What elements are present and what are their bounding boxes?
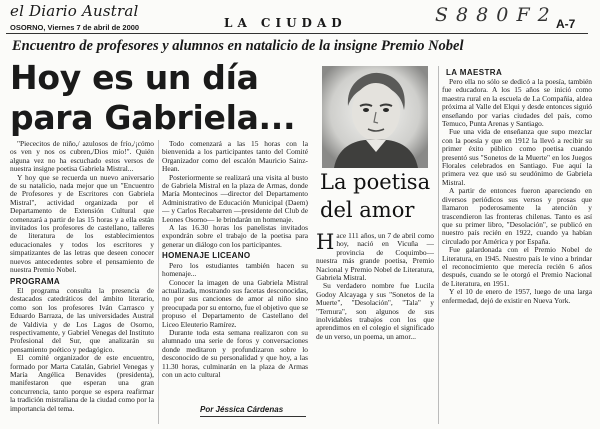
paragraph: A las 16.30 horas los panelistas invitados expondrán sobre el trabajo de la poetisa para generar un diálogo con los participantes. bbox=[162, 223, 308, 249]
gabriela-mistral-portrait bbox=[322, 66, 428, 168]
article-column-2 bbox=[162, 140, 308, 400]
paragraph: Durante toda esta semana realizaron con su alumnado una serie de foros y conversaciones donde meditaron y profundizaron sobre lo desconocido de su personalidad y que hoy, a las 11.30 horas, culminarán en la plaza de Armas con un acto cultural bbox=[162, 327, 308, 379]
masthead bbox=[4, 2, 596, 34]
paragraph: Fue galardonada con el Premio Nobel de Literatura, en 1945. Nuestro país le vino a brindar el reconocimiento que merecía recién 6 años después, cuando se le otorgó el Premio Nacional de Literatura, en 1951. bbox=[442, 245, 592, 288]
feature-column bbox=[316, 232, 434, 424]
paragraph: El programa consulta la presencia de destacados catedráticos del ámbito literario, como son los profesores Iván Carrasco y Eduardo Barraza, de las universidades Austral de Valdivia y de Los Lagos de Osorno, respectivamente, y Gabriel Venegas del Instituto Profesional del Sur, que analizarán su pensamiento poético y pedagógico. bbox=[10, 285, 154, 354]
byline-underline bbox=[200, 416, 306, 417]
feature-title bbox=[320, 168, 440, 224]
paragraph-text: ace 111 años, un 7 de abril como hoy, nació en Vicuña —provincia de Coquimbo— nuestra más grande poetisa, Premio Nacional y Premio Nobel de Literatura, Gabriela Mistral. bbox=[316, 232, 434, 283]
paragraph: El comité organizador de este encuentro, formado por Marta Catalán, Gabriel Venegas y María Angélica Benavides (presidenta), manifestaron que esperan una gran concurrencia, tanto porque se espera reafirmar la tradición mistraliana de la ciudad como por la importancia del tema. bbox=[10, 353, 154, 413]
paragraph: A partir de entonces fueron apareciendo en diversos periódicos sus versos y prosas que llamaron poderosamente la atención y trascendieron las fronteras chilenas. Tanto es así que su primer libro, "Desolación", se publicó en nuestro país recién en 1922, cuando ya habían circulado por América y por España. bbox=[442, 186, 592, 246]
paragraph: Fue una vida de enseñanza que supo mezclar con la poesía y que en 1912 la llevó a recibir su primer éxito público como poetisa cuando presentó sus "Sonetos de la Muerte" en los Juegos Florales celebrados en Santiago. Fue aquí la primera vez que usó su seudónimo de Gabriela Mistral. bbox=[442, 127, 592, 187]
article-headline bbox=[10, 58, 320, 138]
portrait-photo bbox=[322, 66, 428, 168]
byline: Por Jéssica Cárdenas bbox=[200, 405, 284, 414]
page-number: A-7 bbox=[556, 17, 576, 31]
paragraph: Pero los estudiantes también hacen su homenaje... bbox=[162, 260, 308, 279]
newspaper-logo: el Diario Austral bbox=[10, 2, 139, 20]
masthead-divider bbox=[6, 33, 588, 34]
paragraph: Conocer la imagen de una Gabriela Mistral actualizada, mostrando sus facetas desconocidas, no por sus canciones de amor al niño sino preocupada por su entorno, fue el objetivo que se propuso el Departamento de Castellano del Liceo Eleuterio Ramírez. bbox=[162, 277, 308, 329]
subhead-homenaje: HOMENAJE LICEANO bbox=[162, 251, 251, 261]
column-divider bbox=[158, 140, 159, 424]
paragraph: Y el 10 de enero de 1957, luego de una larga enfermedad, dejó de existir en Nueva York. bbox=[442, 287, 592, 305]
archive-stamp: S 8 8 0 F 2 bbox=[435, 4, 551, 26]
headline-line-1: Hoy es un día bbox=[10, 58, 259, 97]
subhead-programa: PROGRAMA bbox=[10, 276, 60, 286]
paragraph: Pero ella no sólo se dedicó a la poesía, también fue educadora. A los 15 años se inició como maestra rural en la escuela de La Compañía, aldea próxima al Valle del Elqui y desde entonces siguió enseñando por varias ciudades del país, como Temuco, Punta Arenas y Santiago. bbox=[442, 78, 592, 129]
paragraph bbox=[316, 232, 434, 282]
feature-title-line-1: La poetisa bbox=[320, 170, 431, 194]
paragraph: Y hoy que se recuerda un nuevo aniversario de su natalicio, nada mejor que un "Encuentro de Profesores y de Escritores con Gabriela Mistral", actividad organizada por el Departamento de Extensión Cultural que comenzará a partir de las 15 horas y a ella están invitados los profesores de castellano, talleres de literatura de los establecimientos educacionales y todos los escritores y simpatizantes de las letras que deseen conocer nuevos antecedentes sobre el pensamiento de nuestra Premio Nobel. bbox=[10, 172, 154, 275]
section-name: LA CIUDAD bbox=[224, 16, 347, 30]
paragraph: Su verdadero nombre fue Lucila Godoy Alcayaga y sus "Sonetos de la Muerte", "Desolación", "Tala" y "Ternura", son algunos de sus inolvidables trabajos con los que aprendimos en el colegio el significado de un verso, un poema, un amor... bbox=[316, 281, 434, 341]
paragraph: Todo comenzará a las 15 horas con la bienvenida a los participantes tanto del Comité Organizador como del escalón Mauricio Sainz-Hean. bbox=[162, 140, 308, 174]
sidebar-column bbox=[442, 78, 592, 426]
headline-line-2: para Gabriela... bbox=[10, 98, 296, 137]
feature-title-line-2: del amor bbox=[320, 198, 415, 222]
paragraph: Posteriormente se realizará una visita al busto de Gabriela Mistral en la plaza de Armas, donde María Montecinos —director del Departamento Administrativo de Educación Municipal (Daem)— y Carlos Recabarren —presidente del Club de Leones Osorno— le brindarán un homenaje. bbox=[162, 172, 308, 224]
dateline: OSORNO, Viernes 7 de abril de 2000 bbox=[10, 23, 140, 32]
sidebar-title: LA MAESTRA bbox=[446, 68, 503, 77]
article-kicker: Encuentro de profesores y alumnos en natalicio de la insigne Premio Nobel bbox=[12, 38, 464, 54]
paragraph: "Piececitos de niño,/ azulosos de frío,/¡cómo os ven y nos os cubren,/Dios mío!". Quién alguna vez no ha escuchado estos versos de nuestra insigne poetisa Gabriela Mistral... bbox=[10, 140, 154, 174]
column-divider bbox=[438, 66, 439, 424]
article-column-1 bbox=[10, 140, 154, 426]
drop-cap: H bbox=[316, 232, 335, 254]
